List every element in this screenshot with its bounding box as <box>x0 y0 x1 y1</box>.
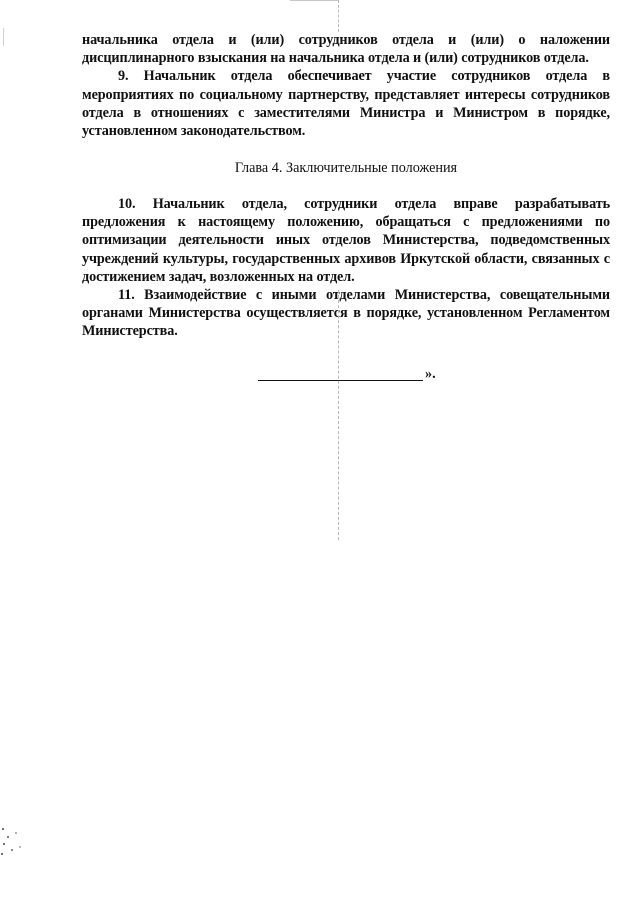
top-text-block <box>82 31 610 140</box>
closing-quote-mark: ». <box>425 366 436 382</box>
fold-line-lower <box>338 290 339 540</box>
fold-line-upper <box>338 0 339 32</box>
scan-artifact-top <box>290 0 338 4</box>
final-provisions-block <box>82 195 610 341</box>
paragraph-10: 10. Начальник отдела, сотрудники отдела вправе разрабатывать предложения к настоящему положению, обращаться с предложениями по оптимизации деятельности иных отделов Министерства, подведомственных учреждений культуры, государственных архивов Иркутской области, связанных с достижением задач, возложенных на отдел. <box>82 196 610 285</box>
chapter-title: Глава 4. Заключительные положения <box>234 160 458 176</box>
closing-underline <box>258 368 423 381</box>
scan-artifact-bottom-left <box>0 825 24 857</box>
paragraph-11: 11. Взаимодействие с иными отделами Министерства, совещательными органами Министерства осуществляется в порядке, установленном Регламентом Министерства. <box>82 287 610 340</box>
scan-artifact-left-edge <box>3 28 4 46</box>
paragraph-9: 9. Начальник отдела обеспечивает участие сотрудников отдела в мероприятиях по социальному партнерству, представляет интересы сотрудников отдела в отношениях с заместителями Министра и Министром в порядке, установленном законодательством. <box>82 68 610 140</box>
paragraph-continuation: начальника отдела и (или) сотрудников отдела и (или) о наложении дисциплинарного взыскания на начальника отдела и (или) сотрудников отдела. <box>82 32 610 67</box>
